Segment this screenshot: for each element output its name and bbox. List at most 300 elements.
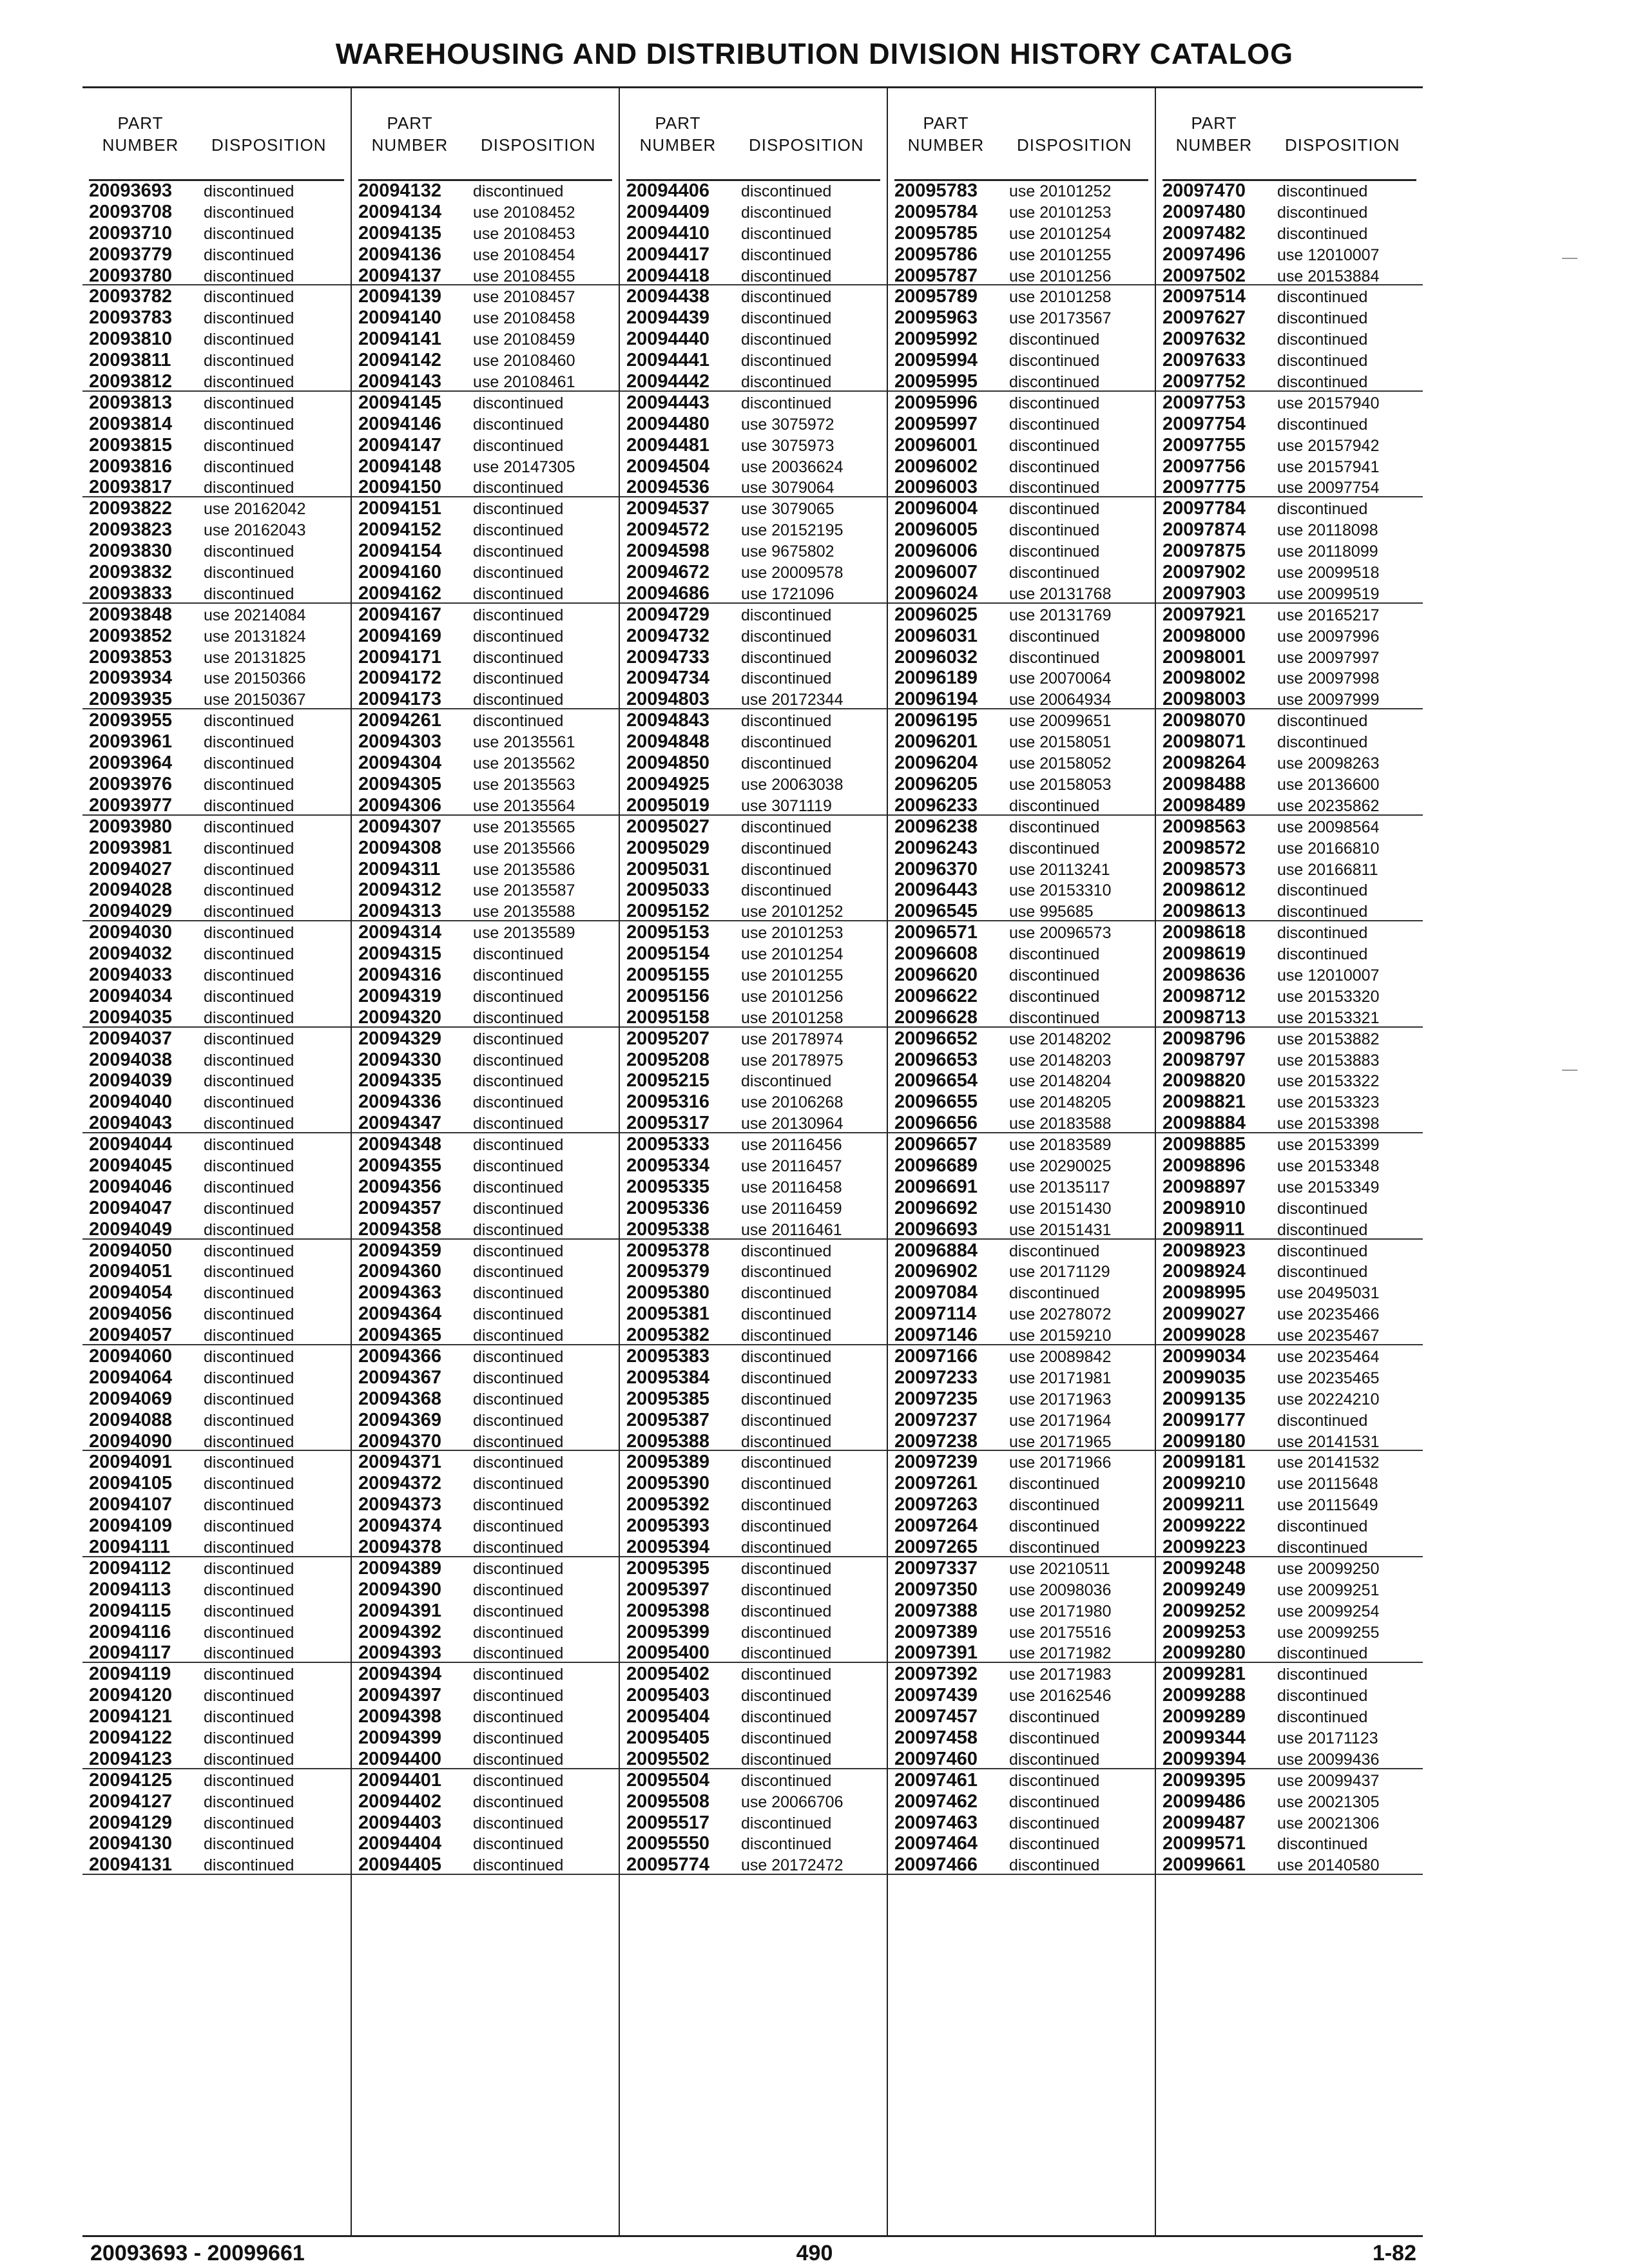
disposition: use 20101253 (1009, 203, 1112, 222)
table-row (888, 1218, 1155, 1240)
disposition: discontinued (1277, 1666, 1368, 1684)
disposition: use 20148203 (1009, 1051, 1112, 1070)
part-number: 20094378 (358, 1537, 442, 1557)
part-number: 20094401 (358, 1769, 442, 1791)
part-number: 20093782 (89, 286, 173, 307)
disposition: use 20171982 (1009, 1644, 1112, 1663)
table-row (82, 1791, 351, 1812)
table-row (352, 1769, 619, 1791)
part-number: 20095215 (626, 1070, 710, 1091)
disposition: use 20165217 (1277, 606, 1380, 624)
part-number: 20096195 (894, 710, 978, 731)
disposition: use 20108452 (473, 203, 575, 222)
part-number: 20098070 (1162, 710, 1246, 731)
disposition: discontinued (204, 1856, 294, 1875)
table-row (888, 1832, 1155, 1854)
part-number: 20094371 (358, 1452, 442, 1473)
table-row (352, 307, 619, 328)
disposition: use 20171965 (1009, 1432, 1112, 1451)
table-row (1156, 1494, 1423, 1515)
disposition: discontinued (473, 1432, 564, 1451)
disposition: use 20116456 (741, 1136, 842, 1155)
disposition: discontinued (1009, 987, 1100, 1006)
disposition: discontinued (204, 1581, 294, 1599)
disposition: discontinued (741, 1305, 832, 1324)
disposition: discontinued (204, 267, 294, 285)
part-number: 20094439 (626, 307, 710, 329)
disposition: discontinued (473, 669, 564, 688)
catalog-title: WAREHOUSING AND DISTRIBUTION DIVISION HISTORY CATALOG (335, 37, 1294, 70)
table-row (620, 943, 887, 964)
part-number: 20094312 (358, 879, 442, 901)
table-column (619, 88, 887, 2235)
table-row (620, 1218, 887, 1240)
part-number: 20098563 (1162, 816, 1246, 837)
part-number: 20094316 (358, 964, 442, 985)
part-number: 20094139 (358, 286, 442, 307)
disposition: discontinued (1277, 415, 1368, 434)
disposition: discontinued (1277, 1644, 1368, 1663)
table-column (82, 88, 351, 2235)
row-list (1156, 180, 1423, 1875)
disposition: use 20101254 (741, 945, 843, 964)
table-row (82, 244, 351, 265)
disposition: use 20151431 (1009, 1220, 1112, 1239)
table-row (620, 985, 887, 1006)
disposition: use 20150366 (204, 669, 306, 688)
table-row (620, 1854, 887, 1875)
part-number: 20094850 (626, 753, 710, 774)
disposition: discontinued (204, 394, 294, 412)
part-number: 20095786 (894, 244, 978, 265)
table-row (620, 1260, 887, 1282)
table-row (1156, 561, 1423, 582)
disposition: discontinued (741, 1602, 832, 1620)
part-number: 20094064 (89, 1367, 173, 1388)
part-number: 20094043 (89, 1113, 173, 1134)
disposition: use 20153883 (1277, 1051, 1380, 1070)
part-number: 20095382 (626, 1325, 710, 1346)
table-row (82, 413, 351, 434)
part-number: 20095395 (626, 1557, 710, 1579)
disposition: use 20098564 (1277, 818, 1380, 836)
table-row (82, 921, 351, 943)
part-number: 20094171 (358, 646, 442, 668)
table-row (82, 582, 351, 604)
table-row (1156, 1832, 1423, 1854)
table-row (82, 1706, 351, 1727)
table-row (620, 1345, 887, 1367)
disposition: discontinued (473, 1729, 564, 1748)
part-number: 20094363 (358, 1282, 442, 1303)
disposition: discontinued (204, 1792, 294, 1811)
table-row (888, 688, 1155, 709)
part-number: 20095992 (894, 329, 978, 350)
part-number: 20094147 (358, 434, 442, 456)
disposition: discontinued (204, 712, 294, 731)
table-row (82, 1494, 351, 1515)
part-number: 20094481 (626, 434, 710, 456)
table-row (620, 1663, 887, 1684)
disposition: discontinued (473, 1687, 564, 1706)
part-number: 20095152 (626, 901, 710, 922)
part-header-line1: PART (1191, 113, 1237, 133)
disposition: use 20178974 (741, 1030, 843, 1048)
table-row (1156, 1240, 1423, 1261)
table-row (888, 1028, 1155, 1049)
table-row (82, 1748, 351, 1769)
part-number: 20095783 (894, 180, 978, 201)
part-number: 20094373 (358, 1494, 442, 1515)
table-row (620, 1621, 887, 1642)
table-row (82, 1621, 351, 1642)
disposition: discontinued (204, 1093, 294, 1112)
part-number: 20096622 (894, 985, 978, 1006)
disposition: use 20108454 (473, 245, 575, 264)
disposition: discontinued (1277, 288, 1368, 307)
disposition: discontinued (204, 903, 294, 921)
disposition: discontinued (473, 1835, 564, 1854)
table-row (620, 604, 887, 625)
disposition: discontinued (473, 945, 564, 964)
table-row (620, 392, 887, 413)
part-number: 20093693 (89, 180, 173, 201)
row-list (352, 180, 619, 1875)
part-number: 20097237 (894, 1409, 978, 1430)
disposition: discontinued (741, 352, 832, 370)
part-number: 20094032 (89, 943, 173, 965)
part-number: 20094045 (89, 1155, 173, 1176)
table-row (1156, 604, 1423, 625)
disposition: use 20101256 (741, 987, 843, 1006)
disposition: discontinued (473, 1030, 564, 1048)
part-number: 20097462 (894, 1791, 978, 1812)
disposition: use 20101256 (1009, 267, 1112, 285)
table-row (1156, 1854, 1423, 1875)
disposition: discontinued (741, 245, 832, 264)
disposition: discontinued (1009, 945, 1100, 964)
disposition: discontinued (204, 1432, 294, 1451)
margin-mark (1562, 258, 1577, 259)
part-number: 20097238 (894, 1430, 978, 1452)
part-number: 20094169 (358, 625, 442, 646)
table-row (352, 731, 619, 752)
part-number: 20094125 (89, 1769, 173, 1791)
part-number: 20097460 (894, 1748, 978, 1769)
disposition: discontinued (204, 1072, 294, 1091)
table-row (352, 1621, 619, 1642)
part-number: 20093814 (89, 413, 173, 434)
part-number: 20094329 (358, 1028, 442, 1049)
disposition: discontinued (473, 1115, 564, 1133)
part-number: 20094154 (358, 541, 442, 562)
table-row (1156, 1133, 1423, 1155)
part-number: 20099035 (1162, 1367, 1246, 1388)
disposition: discontinued (473, 648, 564, 667)
table-row (352, 1303, 619, 1324)
table-row (82, 370, 351, 392)
part-number: 20096370 (894, 858, 978, 879)
disposition: discontinued (473, 1327, 564, 1345)
disposition: discontinued (204, 1327, 294, 1345)
part-number: 20094047 (89, 1197, 173, 1218)
table-row (352, 1706, 619, 1727)
table-row (888, 540, 1155, 561)
part-number: 20094130 (89, 1833, 173, 1854)
part-number: 20094143 (358, 371, 442, 392)
part-number: 20094091 (89, 1452, 173, 1473)
part-number: 20098910 (1162, 1197, 1246, 1218)
table-row (1156, 1579, 1423, 1600)
disposition: discontinued (741, 1729, 832, 1748)
part-number: 20094111 (89, 1537, 170, 1557)
table-row (620, 752, 887, 773)
table-row (620, 1579, 887, 1600)
disposition-header: DISPOSITION (1017, 135, 1132, 155)
disposition: discontinued (204, 1771, 294, 1790)
disposition: discontinued (741, 627, 832, 646)
table-row (620, 709, 887, 731)
disposition: discontinued (1277, 733, 1368, 752)
table-row (82, 1472, 351, 1494)
table-row (888, 625, 1155, 646)
disposition: discontinued (473, 987, 564, 1006)
table-row (352, 456, 619, 477)
disposition: use 20108457 (473, 288, 575, 307)
disposition: use 20099436 (1277, 1750, 1380, 1769)
table-row (352, 1494, 619, 1515)
part-number: 20096032 (894, 646, 978, 668)
disposition: use 20101255 (741, 966, 843, 985)
disposition: discontinued (204, 1835, 294, 1854)
disposition: use 20157940 (1277, 394, 1380, 412)
disposition: use 20099518 (1277, 564, 1380, 582)
table-row (82, 307, 351, 328)
disposition: use 20099651 (1009, 712, 1112, 731)
disposition: use 20153882 (1277, 1030, 1380, 1048)
table-row (888, 1388, 1155, 1409)
table-row (82, 1832, 351, 1854)
part-number: 20094409 (626, 201, 710, 222)
table-row (352, 1451, 619, 1472)
part-number: 20094403 (358, 1812, 442, 1833)
table-row (1156, 307, 1423, 328)
part-number: 20093810 (89, 329, 173, 350)
disposition: discontinued (1009, 1856, 1100, 1875)
part-number: 20096656 (894, 1113, 978, 1134)
table-row (620, 1600, 887, 1621)
disposition: use 20036624 (741, 457, 843, 476)
disposition: discontinued (204, 1284, 294, 1303)
disposition: use 12010007 (1277, 966, 1380, 985)
part-number: 20094051 (89, 1261, 173, 1282)
disposition: use 20096573 (1009, 924, 1112, 943)
disposition: use 20210511 (1009, 1559, 1110, 1578)
disposition: use 20101253 (741, 924, 843, 943)
table-row (352, 413, 619, 434)
disposition: use 20224210 (1277, 1390, 1380, 1408)
part-number: 20094160 (358, 562, 442, 583)
table-row (888, 476, 1155, 497)
table-row (352, 1133, 619, 1155)
table-row (888, 773, 1155, 794)
part-number: 20094442 (626, 371, 710, 392)
part-header (620, 112, 736, 156)
disposition: use 20108453 (473, 224, 575, 243)
part-number: 20097084 (894, 1282, 978, 1303)
disposition: use 20162546 (1009, 1687, 1112, 1706)
part-number: 20098572 (1162, 837, 1246, 858)
disposition: discontinued (473, 606, 564, 624)
table-row (888, 1260, 1155, 1282)
part-number: 20099344 (1162, 1727, 1246, 1749)
table-row (82, 1028, 351, 1049)
part-number: 20094069 (89, 1388, 173, 1409)
table-row (82, 561, 351, 582)
table-row (888, 244, 1155, 265)
disposition: discontinued (1009, 394, 1100, 412)
part-number: 20094359 (358, 1240, 442, 1261)
disposition: discontinued (204, 1369, 294, 1387)
part-number: 20096024 (894, 582, 978, 604)
part-number: 20094402 (358, 1791, 442, 1812)
table-row (888, 646, 1155, 668)
part-number: 20099211 (1162, 1494, 1245, 1515)
part-number: 20096571 (894, 922, 978, 943)
disposition: discontinued (204, 1687, 294, 1706)
disposition: use 20147305 (473, 457, 575, 476)
table-row (1156, 413, 1423, 434)
disposition: discontinued (204, 1199, 294, 1218)
table-row (620, 816, 887, 837)
disposition: use 20116458 (741, 1178, 842, 1196)
part-number: 20098796 (1162, 1028, 1246, 1049)
disposition: discontinued (204, 1729, 294, 1748)
disposition: use 20118099 (1277, 543, 1378, 561)
part-number: 20094443 (626, 392, 710, 413)
table-row (1156, 752, 1423, 773)
table-row (1156, 1536, 1423, 1557)
table-row (620, 1112, 887, 1133)
table-row (352, 1663, 619, 1684)
disposition: use 20130964 (741, 1115, 843, 1133)
table-row (888, 349, 1155, 370)
table-row (888, 413, 1155, 434)
disposition: use 20153322 (1277, 1072, 1380, 1091)
disposition: discontinued (473, 1072, 564, 1091)
table-row (352, 625, 619, 646)
table-row (888, 752, 1155, 773)
part-header-line1: PART (117, 113, 164, 133)
table-row (620, 1133, 887, 1155)
part-number: 20093934 (89, 668, 173, 689)
table-row (1156, 921, 1423, 943)
disposition: use 20166810 (1277, 839, 1380, 858)
part-number: 20096025 (894, 604, 978, 625)
table-row (82, 519, 351, 540)
part-number: 20093823 (89, 519, 173, 541)
table-row (82, 434, 351, 456)
table-row (888, 1049, 1155, 1070)
table-row (82, 1769, 351, 1791)
part-number: 20095397 (626, 1579, 710, 1600)
part-number: 20093822 (89, 498, 173, 519)
table-row (1156, 1303, 1423, 1324)
table-row (352, 1155, 619, 1176)
part-number: 20097482 (1162, 222, 1246, 244)
part-number: 20094119 (89, 1664, 171, 1685)
part-number: 20099027 (1162, 1303, 1246, 1325)
part-number: 20097239 (894, 1452, 978, 1473)
table-row (82, 456, 351, 477)
part-number: 20093852 (89, 625, 173, 646)
disposition: discontinued (473, 1814, 564, 1832)
table-row (352, 1282, 619, 1303)
table-row (888, 1155, 1155, 1176)
table-row (82, 731, 351, 752)
table-row (620, 1091, 887, 1112)
part-number: 20093817 (89, 477, 173, 498)
table-row (620, 1155, 887, 1176)
part-number: 20097458 (894, 1727, 978, 1749)
part-number: 20094152 (358, 519, 442, 541)
table-row (352, 1260, 619, 1282)
table-row (1156, 1642, 1423, 1663)
part-number: 20094162 (358, 582, 442, 604)
disposition: use 20116461 (741, 1220, 842, 1239)
table-row (620, 328, 887, 349)
part-number: 20097264 (894, 1515, 978, 1537)
table-row (82, 1260, 351, 1282)
disposition: discontinued (741, 1263, 832, 1282)
part-number: 20097114 (894, 1303, 977, 1325)
table-row (82, 222, 351, 244)
table-row (888, 985, 1155, 1006)
table-row (620, 964, 887, 985)
part-number: 20094404 (358, 1833, 442, 1854)
table-row (352, 1112, 619, 1133)
part-number: 20095153 (626, 922, 710, 943)
table-row (1156, 1472, 1423, 1494)
table-row (888, 1791, 1155, 1812)
part-number: 20094397 (358, 1685, 442, 1706)
table-row (82, 1155, 351, 1176)
part-number: 20094030 (89, 922, 173, 943)
table-row (1156, 1091, 1423, 1112)
table-row (82, 1282, 351, 1303)
table-row (82, 1345, 351, 1367)
disposition: discontinued (1009, 1771, 1100, 1790)
table-row (1156, 582, 1423, 604)
table-row (620, 1006, 887, 1028)
table-row (352, 1812, 619, 1833)
disposition: discontinued (204, 1559, 294, 1578)
disposition: use 20235862 (1277, 796, 1380, 815)
part-number: 20099487 (1162, 1812, 1246, 1833)
disposition: discontinued (204, 1051, 294, 1070)
table-row (82, 476, 351, 497)
part-number: 20096003 (894, 477, 978, 498)
part-number: 20095380 (626, 1282, 710, 1303)
table-row (82, 1240, 351, 1261)
part-number: 20095383 (626, 1345, 710, 1367)
table-row (352, 370, 619, 392)
disposition: discontinued (1009, 966, 1100, 985)
table-row (620, 285, 887, 307)
disposition: discontinued (204, 1305, 294, 1324)
table-row (888, 1812, 1155, 1833)
part-number: 20095517 (626, 1812, 710, 1833)
